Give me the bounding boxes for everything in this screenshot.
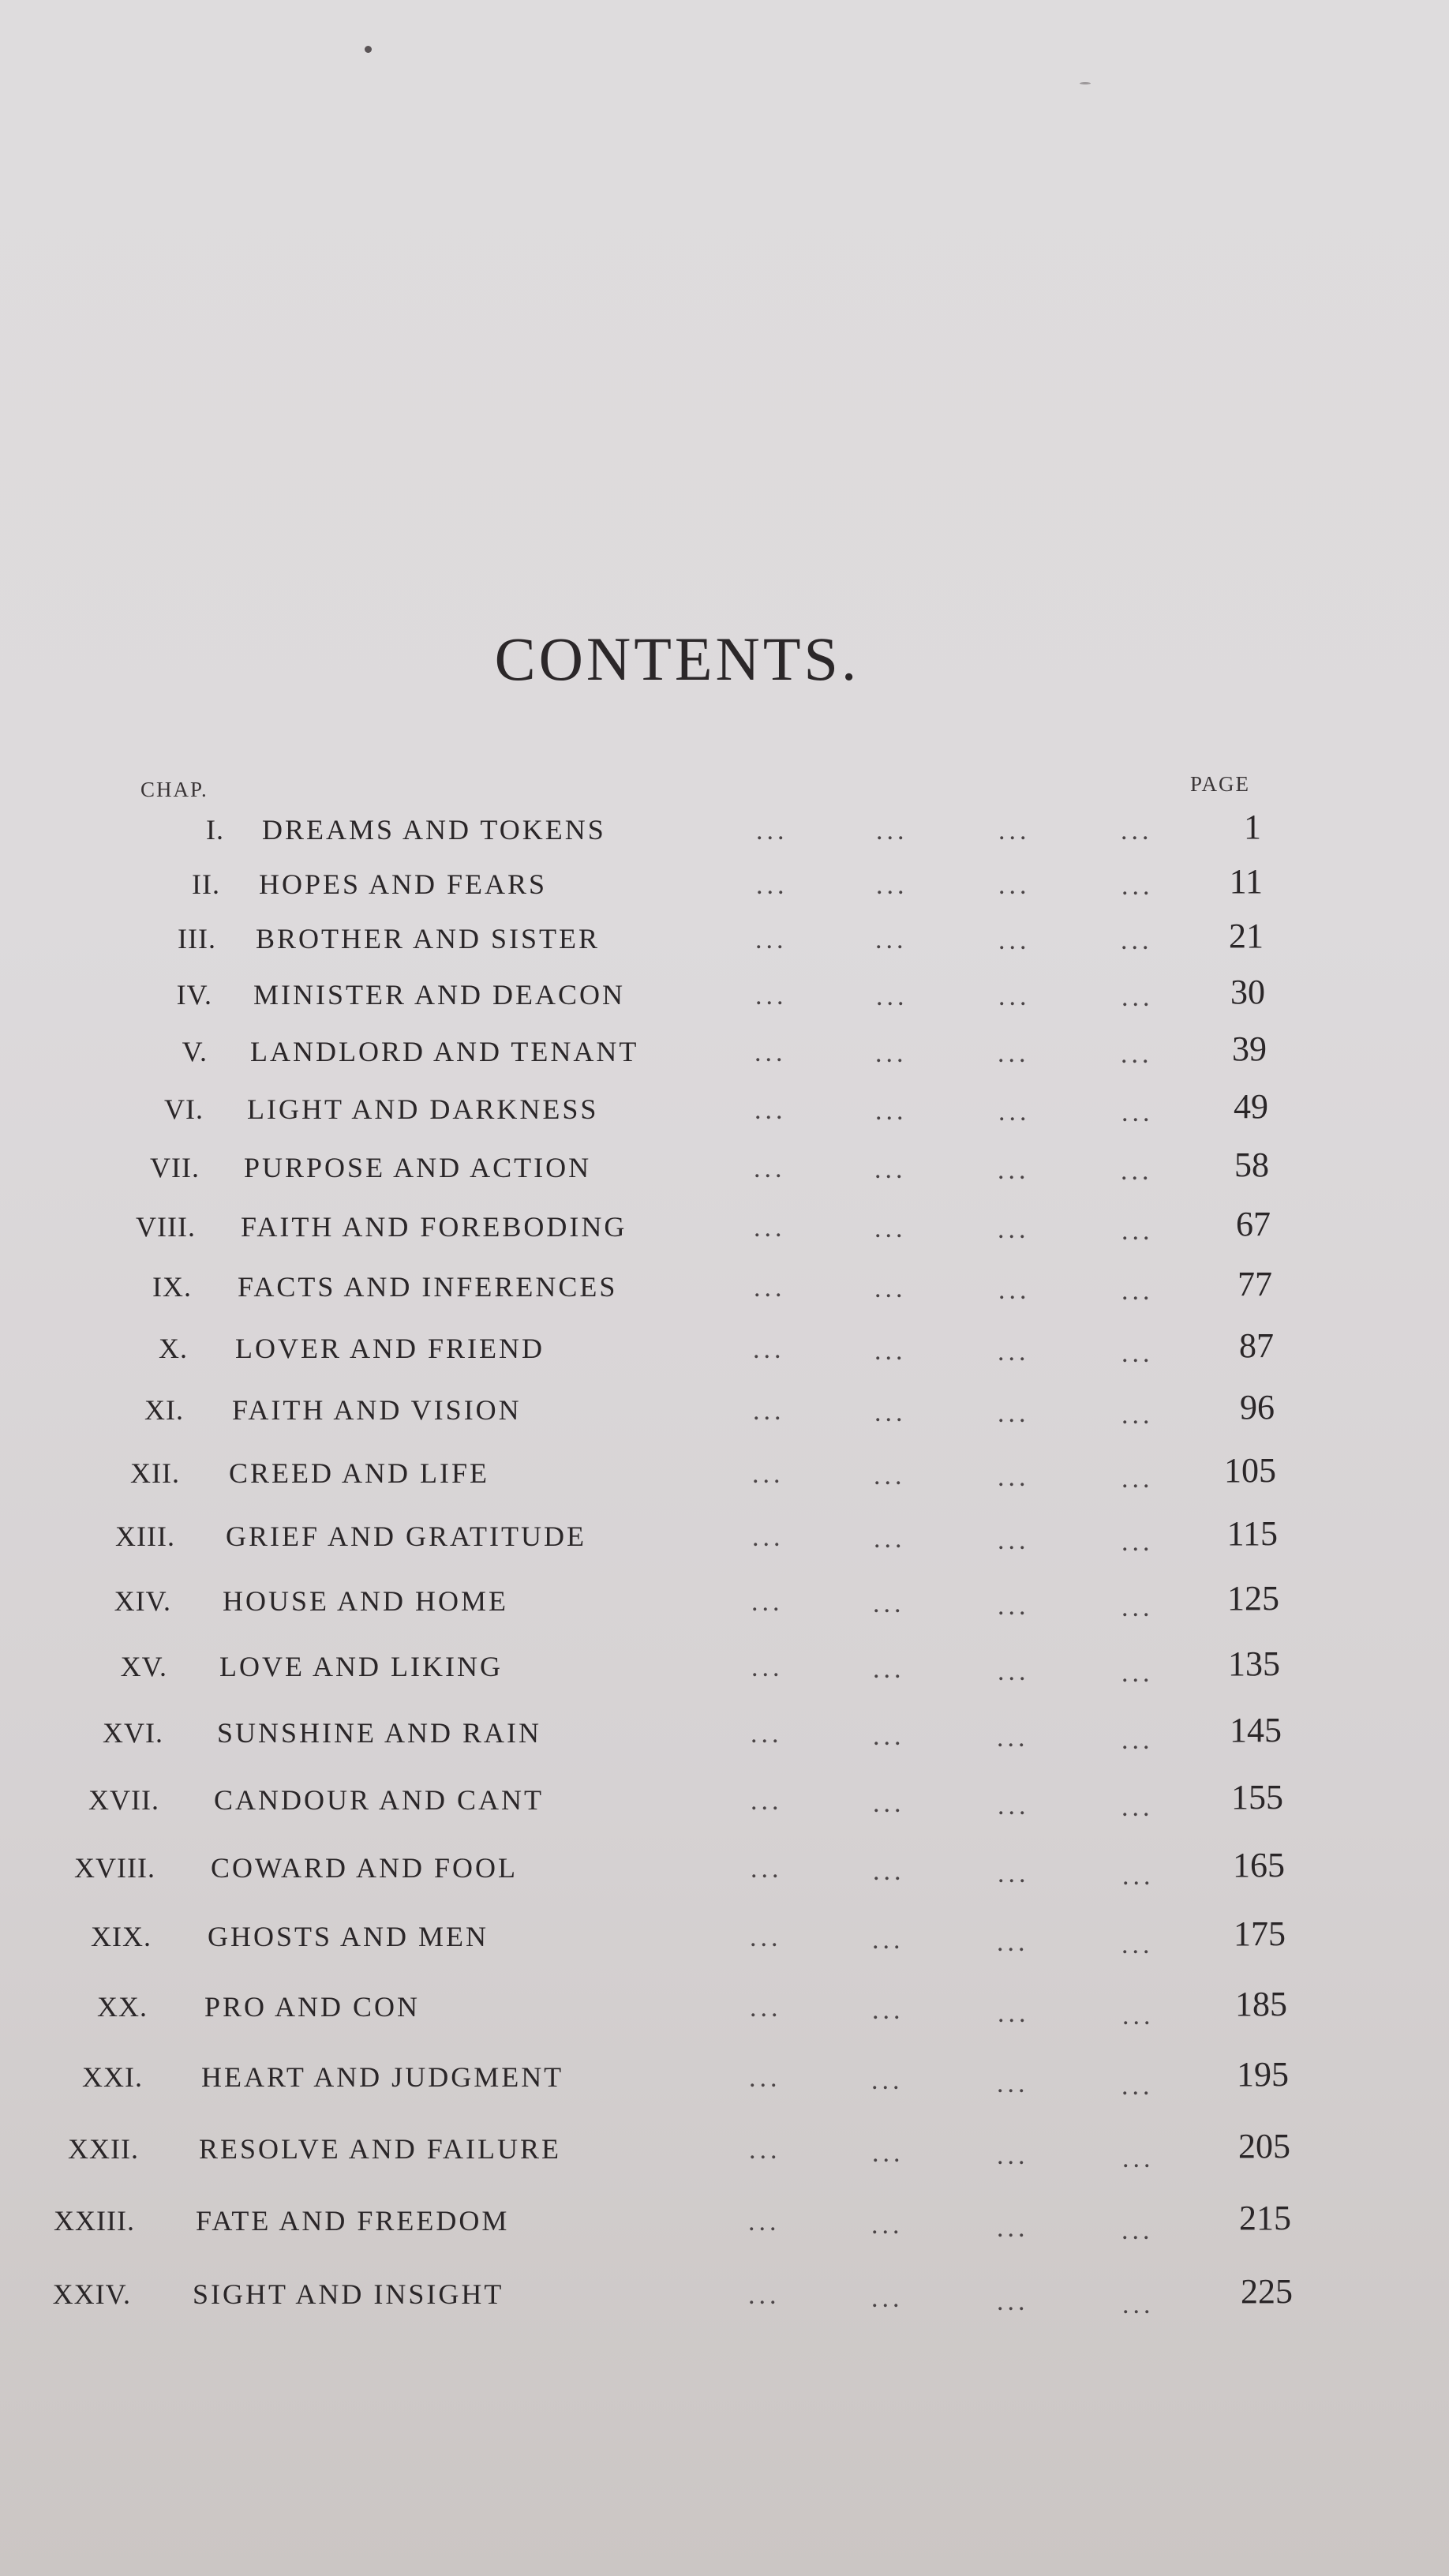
dot-leader: ... [872,1996,904,2025]
dot-leader: ... [1121,1157,1153,1186]
page-number: 96 [1240,1388,1275,1427]
chapter-title: MINISTER AND DEACON [253,979,625,1011]
dot-leader: ... [754,1038,787,1067]
contents-entry [0,1778,1449,1839]
page-number: 165 [1233,1846,1285,1884]
page-number: 30 [1230,973,1265,1011]
chapter-number: III. [178,923,216,954]
dot-leader: ... [1121,2216,1154,2245]
contents-entry [0,1451,1449,1512]
chapter-number: XVII. [88,1784,159,1816]
dot-leader: ... [750,1993,782,2023]
page-number: 21 [1229,917,1264,955]
chapter-title: PURPOSE AND ACTION [244,1152,592,1183]
dot-leader: ... [998,982,1031,1011]
dot-leader: ... [1122,1862,1155,1891]
page-column-header: PAGE [1190,772,1251,796]
chapter-title: DREAMS AND TOKENS [262,814,606,846]
dot-leader: ... [748,2281,781,2310]
page-number: 225 [1241,2272,1293,2311]
dot-leader: ... [1121,983,1154,1012]
dot-leader: ... [873,1655,905,1684]
dot-leader: ... [752,1523,784,1552]
chapter-number: XIII. [115,1520,175,1552]
page-number: 135 [1228,1644,1280,1683]
dot-leader: ... [1121,872,1154,901]
dot-leader: ... [752,1460,784,1489]
dot-leader: ... [872,1925,904,1955]
page-number: 11 [1229,862,1263,901]
dot-leader: ... [998,1399,1030,1428]
contents-entry [0,2272,1449,2333]
dot-leader: ... [998,1791,1030,1820]
dot-leader: ... [876,816,908,846]
dot-leader: ... [1121,816,1153,846]
chapter-title: COWARD AND FOOL [211,1852,519,1884]
page-number: 1 [1244,808,1261,846]
dot-leader: ... [755,925,788,954]
chapter-title: LIGHT AND DARKNESS [247,1093,599,1125]
chapter-number: IX. [152,1271,192,1303]
page-number: 155 [1231,1778,1283,1817]
page-number: 67 [1236,1205,1271,1243]
chapter-number: XX. [97,1991,148,2023]
dot-leader: ... [1121,1217,1154,1246]
contents-entry [0,1146,1449,1206]
page-number: 195 [1237,2055,1289,2094]
page-number: 215 [1239,2199,1291,2237]
chapter-number: VI. [164,1093,204,1125]
dot-leader: ... [998,1215,1030,1244]
page-number: 175 [1234,1914,1286,1953]
dot-leader: ... [754,1154,786,1183]
contents-entry [0,1326,1449,1387]
chapter-title: HOPES AND FEARS [259,868,548,900]
contents-entry [0,2127,1449,2188]
dot-leader: ... [1121,1339,1154,1368]
dot-leader: ... [874,1524,906,1554]
chapter-title: LOVER AND FRIEND [235,1333,545,1364]
page-number: 145 [1230,1711,1282,1749]
dot-leader: ... [1121,1593,1154,1622]
page-number: 87 [1239,1326,1274,1365]
chapter-number: XIV. [114,1585,171,1617]
chapter-number: X. [159,1333,188,1364]
chapter-number: XIX. [91,1921,152,1952]
page-number: 77 [1237,1265,1272,1303]
chapter-title: GHOSTS AND MEN [208,1921,489,1952]
dot-leader: ... [998,1657,1030,1686]
dot-leader: ... [997,2287,1029,2316]
dot-leader: ... [875,1039,908,1068]
chapter-number: XXI. [82,2061,143,2093]
dot-leader: ... [998,1276,1031,1305]
dot-leader: ... [872,2139,904,2168]
dot-leader: ... [1121,1277,1154,1306]
chapter-title: FACTS AND INFERENCES [238,1271,618,1303]
chapter-number: XVIII. [74,1852,155,1884]
dot-leader: ... [748,2207,781,2237]
dot-leader: ... [751,1588,784,1617]
chapter-number: XI. [144,1394,184,1426]
page-number: 205 [1238,2127,1290,2165]
ink-speck [1080,82,1091,84]
contents-entry [0,1644,1449,1705]
dot-leader: ... [875,1097,908,1126]
dot-leader: ... [1122,2001,1155,2030]
chapter-number: V. [182,1036,208,1067]
contents-entry [0,1265,1449,1325]
dot-leader: ... [998,816,1031,846]
dot-leader: ... [751,1653,784,1682]
dot-leader: ... [874,1155,907,1184]
dot-leader: ... [1121,1040,1153,1069]
dot-leader: ... [751,1787,783,1816]
chapter-title: GRIEF AND GRATITUDE [226,1520,586,1552]
contents-entry [0,1914,1449,1975]
page-number: 58 [1234,1146,1269,1184]
chapter-title: PRO AND CON [204,1991,421,2023]
dot-leader: ... [1121,1659,1154,1688]
chapter-title: FAITH AND VISION [232,1394,522,1426]
dot-leader: ... [1121,1464,1154,1494]
dot-leader: ... [876,982,908,1011]
contents-entry [0,1205,1449,1266]
contents-entry [0,862,1449,923]
contents-entry [0,917,1449,977]
dot-leader: ... [874,1274,907,1303]
dot-leader: ... [997,1723,1029,1753]
chapter-title: FAITH AND FOREBODING [241,1211,627,1243]
dot-leader: ... [998,1156,1030,1185]
dot-leader: ... [1121,2072,1154,2101]
dot-leader: ... [998,871,1031,900]
dot-leader: ... [1121,1726,1154,1755]
chapter-number: I. [206,814,224,846]
dot-leader: ... [753,1397,785,1426]
dot-leader: ... [871,2284,904,2313]
contents-entry [0,2055,1449,2116]
page-number: 125 [1227,1579,1279,1618]
dot-leader: ... [750,1923,782,1952]
dot-leader: ... [873,1857,905,1886]
chapter-number: XVI. [103,1717,163,1749]
dot-leader: ... [749,2064,781,2093]
dot-leader: ... [997,1928,1029,1957]
dot-leader: ... [749,2135,781,2165]
chapter-column-header: CHAP. [140,778,208,801]
dot-leader: ... [998,1526,1030,1555]
dot-leader: ... [1122,2144,1155,2173]
dot-leader: ... [874,1461,906,1490]
dot-leader: ... [871,2066,904,2095]
ink-speck [365,46,372,53]
contents-entry [0,1846,1449,1907]
dot-leader: ... [755,981,788,1011]
contents-entry [0,1514,1449,1575]
page-number: 185 [1235,1985,1287,2023]
chapter-number: XII. [130,1457,180,1489]
contents-entry [0,1388,1449,1449]
dot-leader: ... [754,1096,787,1125]
dot-leader: ... [876,871,908,900]
dot-leader: ... [871,2210,904,2240]
dot-leader: ... [997,2069,1029,2098]
contents-entry [0,808,1449,868]
dot-leader: ... [998,1999,1030,2028]
chapter-title: SUNSHINE AND RAIN [217,1717,542,1749]
dot-leader: ... [997,2214,1029,2243]
chapter-number: IV. [176,979,212,1011]
dot-leader: ... [875,925,908,954]
dot-leader: ... [751,1719,783,1749]
contents-entry [0,1087,1449,1148]
dot-leader: ... [874,1398,907,1427]
contents-entry [0,1711,1449,1772]
dot-leader: ... [998,1097,1031,1127]
chapter-number: VII. [150,1152,200,1183]
dot-leader: ... [873,1589,905,1618]
dot-leader: ... [998,1337,1030,1367]
dot-leader: ... [1121,926,1153,955]
chapter-title: CREED AND LIFE [229,1457,489,1489]
chapter-number: XXIV. [52,2278,131,2310]
chapter-title: HOUSE AND HOME [223,1585,509,1617]
page-number: 105 [1224,1451,1276,1490]
dot-leader: ... [998,1859,1030,1888]
page-number: 39 [1232,1029,1267,1068]
contents-entry [0,2199,1449,2259]
chapter-title: HEART AND JUDGMENT [201,2061,564,2093]
contents-entry [0,1985,1449,2045]
dot-leader: ... [874,1337,907,1366]
chapter-number: XV. [120,1651,167,1682]
dot-leader: ... [754,1213,786,1243]
dot-leader: ... [1121,1528,1154,1557]
page-title: CONTENTS. [494,624,860,693]
chapter-title: LOVE AND LIKING [219,1651,503,1682]
chapter-title: FATE AND FREEDOM [196,2205,510,2237]
page-number: 49 [1234,1087,1268,1126]
dot-leader: ... [1121,1930,1154,1959]
dot-leader: ... [998,1039,1030,1068]
chapter-number: VIII. [136,1211,196,1243]
dot-leader: ... [997,2141,1029,2170]
chapter-title: CANDOUR AND CANT [214,1784,545,1816]
dot-leader: ... [754,1273,786,1303]
chapter-number: XXII. [68,2133,139,2165]
dot-leader: ... [998,926,1031,955]
dot-leader: ... [756,871,788,900]
dot-leader: ... [1121,1098,1154,1127]
chapter-title: SIGHT AND INSIGHT [193,2278,504,2310]
dot-leader: ... [756,816,788,846]
chapter-title: RESOLVE AND FAILURE [199,2133,562,2165]
dot-leader: ... [1121,1400,1154,1430]
dot-leader: ... [873,1789,905,1818]
dot-leader: ... [874,1214,907,1243]
contents-entry [0,1029,1449,1090]
contents-entry [0,1579,1449,1640]
dot-leader: ... [751,1854,783,1884]
dot-leader: ... [873,1722,905,1751]
page-number: 115 [1226,1514,1278,1553]
dot-leader: ... [1122,2290,1155,2319]
dot-leader: ... [998,1592,1030,1621]
chapter-title: BROTHER AND SISTER [256,923,601,954]
dot-leader: ... [753,1335,785,1364]
dot-leader: ... [998,1463,1030,1492]
chapter-number: XXIII. [54,2205,135,2237]
chapter-title: LANDLORD AND TENANT [250,1036,639,1067]
contents-entry [0,973,1449,1033]
chapter-number: II. [192,868,220,900]
dot-leader: ... [1121,1793,1154,1822]
